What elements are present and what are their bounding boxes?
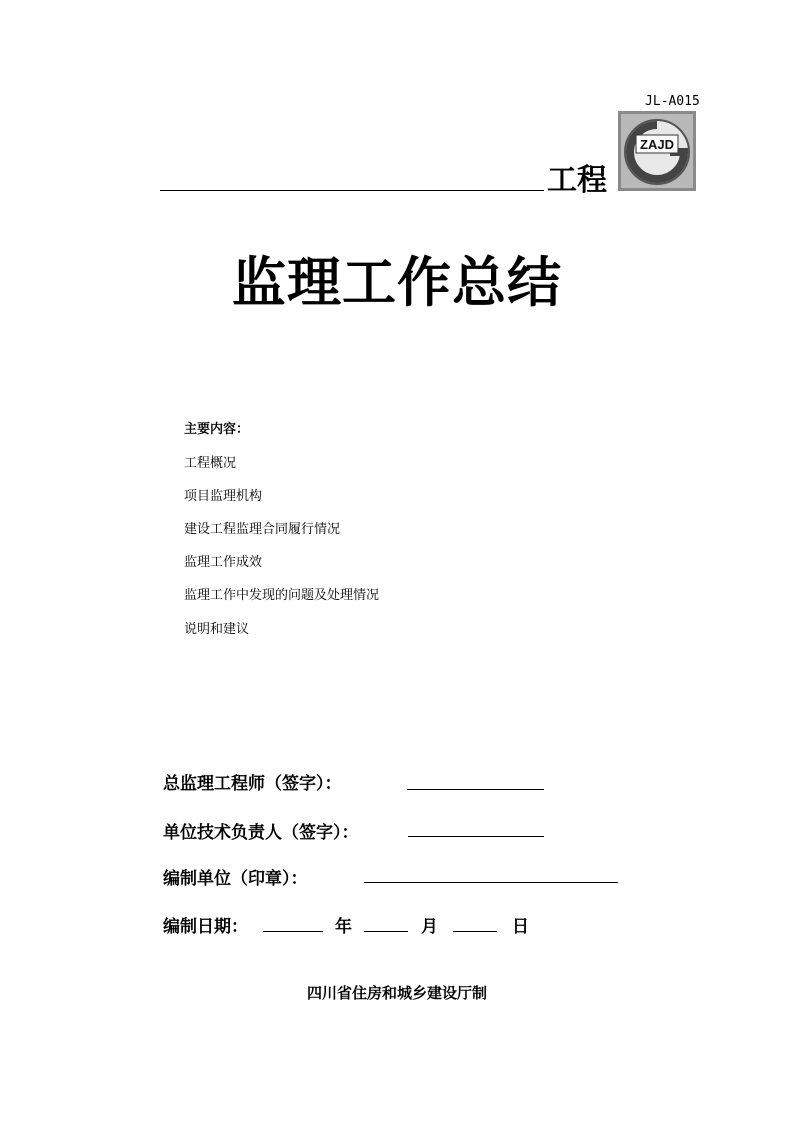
zajd-logo: [618, 111, 696, 191]
compiler-unit-seal-line[interactable]: [364, 882, 618, 883]
year-field-line[interactable]: [263, 931, 323, 932]
chief-engineer-label: 总监理工程师（签字）：: [163, 774, 342, 794]
form-code: JL-A015: [645, 94, 700, 109]
zajd-logo-graphic: [618, 111, 696, 191]
day-label: 日: [512, 917, 529, 937]
issuer-footer: 四川省住房和城乡建设厅制: [306, 984, 487, 1002]
contents-item: 建设工程监理合同履行情况: [184, 522, 341, 537]
contents-heading: 主要内容：: [184, 422, 250, 437]
project-name-line: [160, 190, 544, 191]
contents-item: 说明和建议: [184, 622, 250, 637]
contents-item: 项目监理机构: [184, 489, 263, 504]
month-label: 月: [421, 917, 438, 937]
month-field-line[interactable]: [364, 931, 408, 932]
chief-engineer-signature-line[interactable]: [407, 789, 544, 790]
project-suffix: 工程: [547, 163, 607, 198]
document-title: 监理工作总结: [232, 251, 562, 314]
contents-item: 监理工作中发现的问题及处理情况: [184, 588, 380, 603]
year-label: 年: [335, 917, 352, 937]
date-label: 编制日期：: [163, 917, 248, 937]
logo-text: ZAJD: [640, 137, 674, 152]
compiler-unit-label: 编制单位（印章）：: [163, 869, 308, 889]
tech-lead-label: 单位技术负责人（签字）：: [163, 823, 359, 843]
contents-item: 监理工作成效: [184, 555, 263, 570]
contents-item: 工程概况: [184, 456, 237, 471]
day-field-line[interactable]: [453, 931, 497, 932]
tech-lead-signature-line[interactable]: [408, 836, 544, 837]
